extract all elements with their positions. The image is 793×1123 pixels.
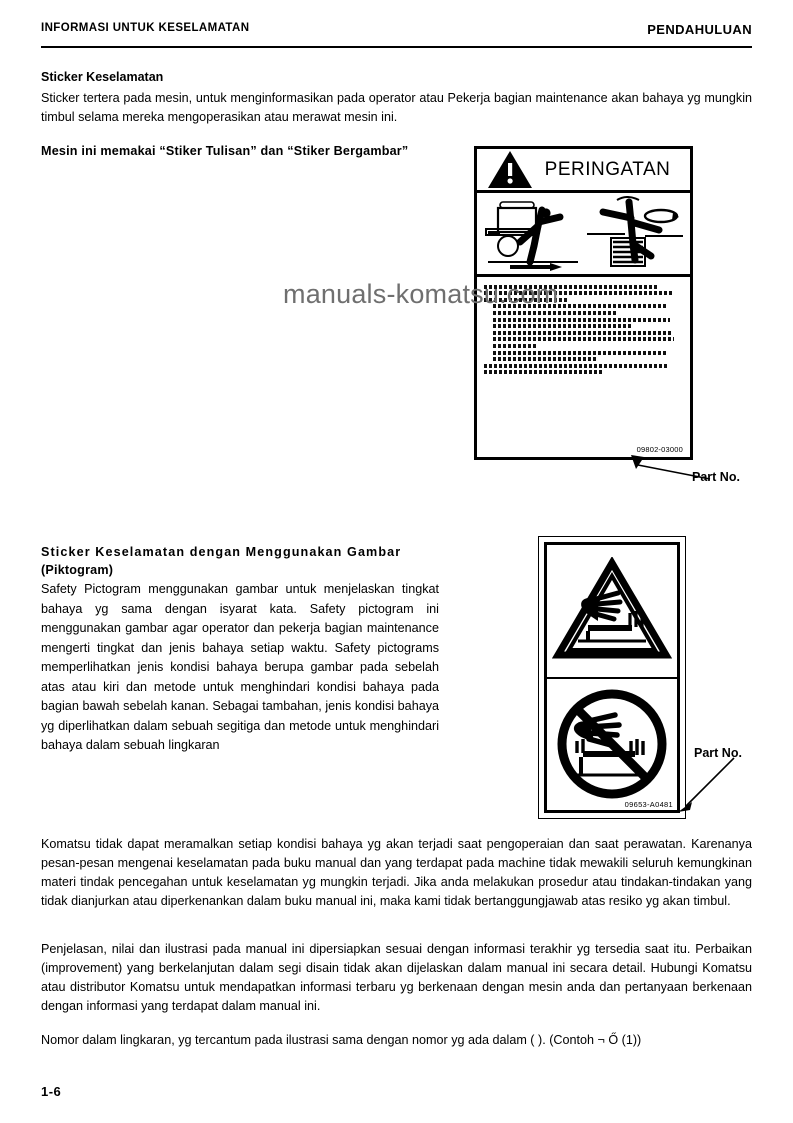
pictogram-sticker-part-number: 09653-A0481 [624,800,673,809]
pictogram-section-heading-line2: (Piktogram) [41,563,114,577]
header-left-title: INFORMASI UNTUK KESELAMATAN [41,22,250,34]
closing-paragraph-2: Penjelasan, nilai dan ilustrasi pada manual ini dipersiapkan sesuai dengan informasi terakhir yg tersedia saat itu. Perbaikan (improvement) yang berkelanjutan dalam segi disain tidak akan dijelaskan dalam manual ini secara detail. Hubungi Komatsu atau distributor Komatsu untuk mendapatkan informasi terbaru yg berkenaan dengan mesin anda dan pertanyaan berkenaan dengan informasi yang terdapat dalam manual ini. [41,942,752,1013]
hand-crush-warning-triangle-icon [552,557,672,665]
warning-triangle-icon [487,150,533,190]
pictogram-section-paragraph: Safety Pictogram menggunakan gambar untuk menjelaskan tingkat bahaya yg sama dengan isyarat kata. Safety pictogram ini menggunakan gambar agar operator dan pekerja bagian maintenance mengerti tingkat dan jenis bahaya setiap waktu. Safety pictograms memperlihatkan jenis kondisi bahaya berupa gambar pada sebelah atas atau kiri dan metode untuk menghindari kondisi bahaya pada bagian bawah sebelah kanan. Sebagai tambahan, jenis kondisi bahaya yg diperlihatkan dalam sebuah segitiga dan metode untuk menghindari bahaya dalam sebuah lingkaran [41,582,439,752]
pictogram-part-no-callout-line [676,756,746,814]
page-header [41,22,752,48]
closing-paragraph-1: Komatsu tidak dapat meramalkan setiap kondisi bahaya yg akan terjadi saat pengoperaian dan saat perawatan. Karenanya pesan-pesan mengenai keselamatan pada buku manual dan yang terdapat pada machine tidak mewakili seluruh kemungkinan materi tindak pencegahan untuk keselamatan yg mungkin terjadi. Jika anda melakukan prosedur atau tindakan-tindakan yang tidak dianjurkan atau diperkenankan dalam buku manual ini, maka kami tidak bertanggungjawab atas resiko yg akan timbul. [41,837,752,908]
sticker-types-subheading: Mesin ini memakai “Stiker Tulisan” dan “Stiker Bergambar” [41,144,409,158]
warning-sticker-part-number: 09802-03000 [636,445,683,454]
pictogram-sticker-frame [544,542,680,813]
header-right-title: PENDAHULUAN [647,22,752,37]
pictogram-sticker-bottom-cell [547,679,677,811]
warning-sticker-pictogram-row [477,193,690,277]
sticker-section-paragraph: Sticker tertera pada mesin, untuk menginformasikan pada operator atau Pekerja bagian maintenance akan bahaya yg mungkin timbul selama mereka mengoperasikan atau merawat mesin ini. [41,91,752,124]
pictogram-sticker-top-cell [547,545,677,679]
pictogram-section-heading-line1: Sticker Keselamatan dengan Menggunakan Gambar [41,545,402,559]
warning-signal-word: PERINGATAN [544,158,671,180]
swing-crush-hazard-pictogram [585,196,685,272]
warning-part-no-label: Part No. [692,470,740,484]
sticker-section-heading: Sticker Keselamatan [41,70,164,84]
warning-sticker-header [477,149,690,193]
no-hand-prohibition-circle-icon [553,685,671,803]
pictogram-sticker-illustration [538,536,686,819]
pictogram-part-no-label: Part No. [694,746,742,760]
closing-paragraph-3: Nomor dalam lingkaran, yg tercantum pada ilustrasi sama dengan nomor yg ada dalam ( ). (Contoh ¬ Ő (1)) [41,1033,642,1047]
machine-travel-hazard-pictogram [482,196,582,272]
site-watermark: manuals-komatsu.com [283,279,559,309]
page-number: 1-6 [41,1084,62,1099]
